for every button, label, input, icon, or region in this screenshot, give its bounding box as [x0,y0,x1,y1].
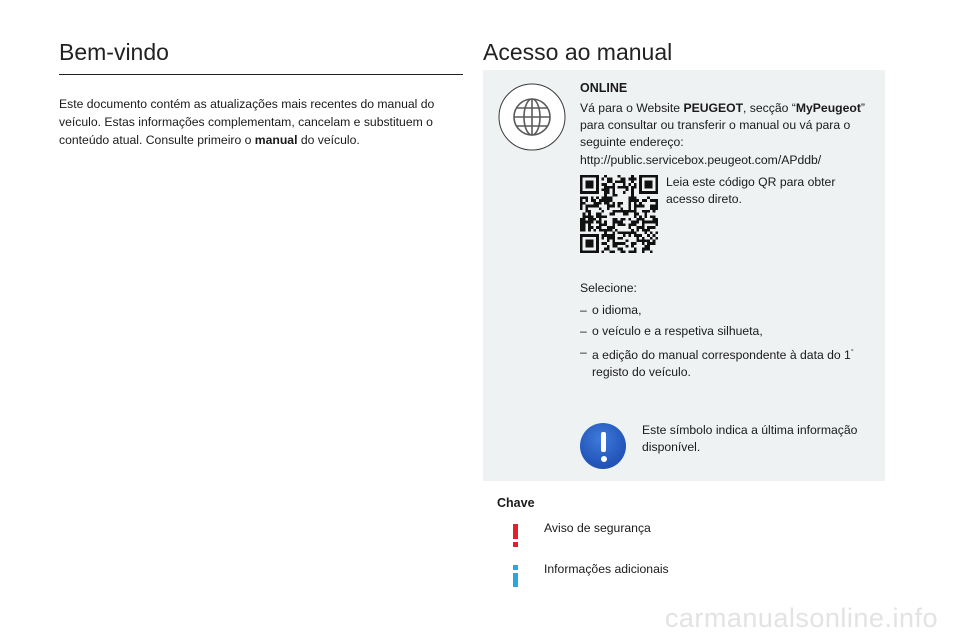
list-item-text-main: a edição do manual correspondente à data do 1 [592,348,851,362]
latest-info-text: Este símbolo indica a última informação disponível. [642,423,858,454]
list-dash: – [580,345,587,359]
welcome-body-tail: do veículo. [297,133,360,147]
list-dash: – [580,303,587,317]
online-label: ONLINE [580,81,628,95]
website-instructions [580,100,872,151]
exclamation-circle-icon [580,423,626,469]
welcome-title: Bem-vindo [59,39,169,65]
list-item [580,323,875,340]
watermark: carmanualsonline.info [664,603,938,633]
brand-name: PEUGEOT [683,101,744,115]
website-text: Vá para o Website [580,101,684,115]
welcome-section [59,36,463,149]
select-options-list [580,298,875,381]
list-item-text: o veículo e a respetiva silhueta, [592,324,763,338]
website-text-2: , secção “ [743,101,796,115]
select-title: Selecione: [580,281,637,295]
manual-url-link[interactable]: http://public.servicebox.peugeot.com/APddb/ [580,153,822,167]
manual-access-title: Acesso ao manual [483,39,673,65]
list-item [580,302,875,319]
title-divider [59,74,463,75]
list-item [580,344,875,381]
qr-instructions: Leia este código QR para obter acesso direto. [666,175,836,206]
welcome-body-text: Este documento contém as atualizações mais recentes do manual do veículo. Estas informações complementam, cancelam e substituem o conteúdo atual. Consulte primeiro o [59,97,435,147]
manual-bold: manual [254,133,298,147]
section-name: MyPeugeot [795,101,861,115]
globe-icon [497,82,567,152]
welcome-body [59,95,463,149]
warning-exclamation-icon [510,524,520,548]
safety-warning-label: Aviso de segurança [544,521,651,535]
list-item-text-tail: registo do veículo. [592,365,691,379]
qr-code[interactable] [580,175,658,253]
info-i-icon [510,565,520,587]
key-title: Chave [497,496,535,510]
list-item-text [592,344,875,381]
website-text-3: ” para consultar ou transferir o manual ou vá para o seguinte endereço: [580,101,865,149]
list-dash: – [580,324,587,338]
qr-modules [580,175,658,253]
ordinal-sup: ° [850,349,854,356]
list-item-text: o idioma, [592,303,642,317]
additional-info-label: Informações adicionais [544,562,669,576]
